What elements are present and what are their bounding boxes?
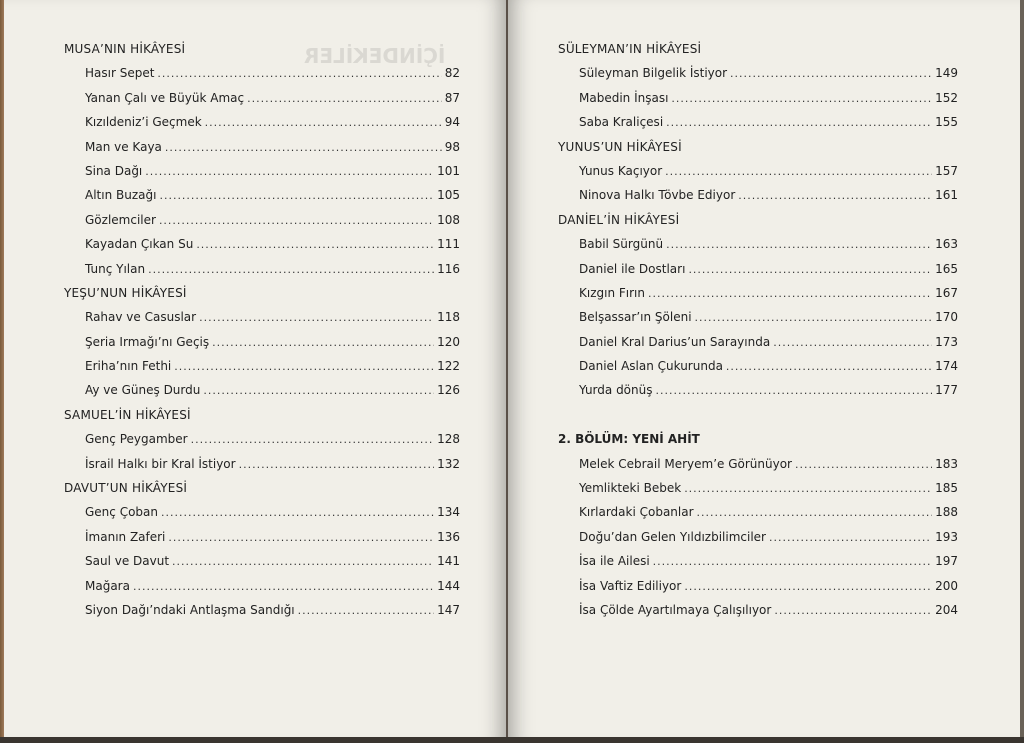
toc-page-number: 82	[444, 66, 460, 81]
toc-entry	[558, 335, 958, 359]
toc-page-number: 126	[437, 383, 460, 398]
toc-page-number: 197	[935, 554, 958, 569]
toc-page-number: 118	[437, 310, 460, 325]
right-page	[508, 0, 1020, 743]
toc-entry-title: Yemlikteki Bebek	[579, 481, 682, 496]
dot-leader	[174, 360, 434, 373]
toc-entry-title: Ninova Halkı Tövbe Ediyor	[579, 188, 736, 203]
dot-leader	[148, 263, 434, 276]
dot-leader	[168, 531, 434, 544]
toc-entry	[64, 213, 460, 237]
toc-page-number: 163	[935, 237, 958, 252]
toc-entry	[64, 310, 460, 334]
toc-page-number: 155	[935, 115, 958, 130]
toc-heading-title: 2. BÖLÜM: YENİ AHİT	[558, 432, 700, 447]
show-through-title: İÇİNDEKİLER	[304, 44, 446, 68]
toc-entry	[558, 188, 958, 212]
toc-section-heading	[64, 42, 460, 66]
toc-page-number: 167	[935, 285, 958, 300]
dot-leader	[697, 506, 933, 519]
toc-entry-title: Daniel Aslan Çukurunda	[579, 359, 723, 374]
dot-leader	[774, 604, 932, 617]
toc-entry-title: Kızgın Fırın	[579, 285, 645, 300]
dot-leader	[203, 384, 434, 397]
toc-entry-title: İsa Çölde Ayartılmaya Çalışılıyor	[579, 602, 772, 617]
toc-entry-title: Daniel Kral Darius’un Sarayında	[579, 334, 771, 349]
toc-heading-title: SAMUEL’İN HİKÂYESİ	[64, 407, 191, 422]
toc-section-heading	[558, 140, 958, 164]
toc-entry	[558, 262, 958, 286]
toc-entry-title: Kızıldeniz’i Geçmek	[85, 115, 202, 130]
toc-entry	[64, 237, 460, 261]
toc-page-number: 165	[935, 261, 958, 276]
dot-leader	[738, 189, 932, 202]
left-page	[4, 0, 506, 743]
dot-leader	[666, 238, 932, 251]
toc-entry	[558, 457, 958, 481]
toc-entry-title: Belşassar’ın Şöleni	[579, 310, 692, 325]
toc-part-heading	[558, 432, 958, 456]
toc-entry-title: Saba Kraliçesi	[579, 115, 664, 130]
toc-page-number: 200	[935, 578, 958, 593]
toc-entry	[64, 457, 460, 481]
toc-page-number: 174	[935, 359, 958, 374]
toc-entry	[558, 91, 958, 115]
toc-page-number: 144	[437, 578, 460, 593]
toc-entry	[558, 383, 958, 407]
toc-entry	[558, 481, 958, 505]
dot-leader	[656, 384, 933, 397]
toc-entry-title: Mağara	[85, 578, 130, 593]
dot-leader	[684, 482, 932, 495]
toc-list-right	[558, 42, 958, 627]
dot-leader	[298, 604, 434, 617]
toc-page-number: 122	[437, 359, 460, 374]
toc-heading-title: DANİEL’İN HİKÂYESİ	[558, 212, 680, 227]
dot-leader	[247, 92, 442, 105]
toc-entry-title: Mabedin İnşası	[579, 90, 669, 105]
toc-entry	[558, 579, 958, 603]
toc-section-heading	[558, 213, 958, 237]
toc-page-number: 116	[437, 261, 460, 276]
toc-entry-title: Doğu’dan Gelen Yıldızbilimciler	[579, 529, 766, 544]
dot-leader	[196, 238, 434, 251]
toc-list-left	[64, 42, 460, 627]
toc-page-number: 193	[935, 529, 958, 544]
toc-page-number: 98	[444, 139, 460, 154]
toc-page-number: 157	[935, 163, 958, 178]
toc-entry-title: Eriha’nın Fethi	[85, 359, 172, 374]
toc-entry-title: Gözlemciler	[85, 212, 156, 227]
dot-leader	[212, 336, 434, 349]
toc-section-heading	[64, 481, 460, 505]
toc-entry	[64, 91, 460, 115]
toc-entry-title: Man ve Kaya	[85, 139, 162, 154]
toc-entry-title: Siyon Dağı’ndaki Antlaşma Sandığı	[85, 602, 295, 617]
toc-entry	[64, 164, 460, 188]
toc-entry	[64, 432, 460, 456]
toc-entry-title: Kayadan Çıkan Su	[85, 237, 194, 252]
toc-page-number: 147	[437, 602, 460, 617]
toc-entry	[558, 603, 958, 627]
toc-entry-title: Yunus Kaçıyor	[579, 163, 663, 178]
toc-page-number: 188	[935, 505, 958, 520]
toc-page-number: 161	[935, 188, 958, 203]
toc-entry	[558, 115, 958, 139]
toc-heading-title: YEŞU’NUN HİKÂYESİ	[64, 285, 187, 300]
toc-entry	[558, 505, 958, 529]
dot-leader	[172, 555, 434, 568]
dot-leader	[157, 67, 441, 80]
toc-spacer	[558, 408, 958, 432]
toc-entry-title: Rahav ve Casuslar	[85, 310, 197, 325]
toc-entry-title: İsa ile Ailesi	[579, 554, 650, 569]
toc-entry-title: Yurda dönüş	[579, 383, 653, 398]
toc-entry	[64, 505, 460, 529]
toc-entry	[558, 310, 958, 334]
toc-entry-title: Melek Cebrail Meryem’e Görünüyor	[579, 456, 792, 471]
dot-leader	[769, 531, 932, 544]
toc-page-number: 101	[437, 163, 460, 178]
dot-leader	[145, 165, 434, 178]
toc-page-number: 136	[437, 529, 460, 544]
toc-entry-title: Altın Buzağı	[85, 188, 157, 203]
toc-page-number: 177	[935, 383, 958, 398]
toc-entry-title: İsrail Halkı bir Kral İstiyor	[85, 456, 236, 471]
toc-entry	[64, 140, 460, 164]
toc-heading-title: MUSA’NIN HİKÂYESİ	[64, 42, 186, 56]
dot-leader	[161, 506, 434, 519]
toc-entry	[558, 554, 958, 578]
dot-leader	[159, 189, 434, 202]
toc-entry	[64, 188, 460, 212]
toc-page-number: 132	[437, 456, 460, 471]
toc-page-number: 185	[935, 481, 958, 496]
toc-entry-title: Daniel ile Dostları	[579, 261, 686, 276]
toc-entry-title: Genç Çoban	[85, 505, 158, 520]
dot-leader	[199, 311, 434, 324]
dot-leader	[165, 141, 442, 154]
toc-entry-title: Saul ve Davut	[85, 554, 170, 569]
toc-page-number: 173	[935, 334, 958, 349]
toc-entry	[64, 530, 460, 554]
dot-leader	[695, 311, 933, 324]
toc-entry-title: Tunç Yılan	[85, 261, 146, 276]
dot-leader	[665, 165, 932, 178]
toc-entry	[64, 579, 460, 603]
toc-entry	[64, 554, 460, 578]
toc-entry-title: Genç Peygamber	[85, 432, 188, 447]
toc-entry-title: Kırlardaki Çobanlar	[579, 505, 694, 520]
toc-entry	[558, 359, 958, 383]
toc-page-number: 183	[935, 456, 958, 471]
toc-entry	[558, 66, 958, 90]
toc-heading-title: SÜLEYMAN’IN HİKÂYESİ	[558, 42, 702, 56]
toc-entry-title: Sina Dağı	[85, 163, 143, 178]
page-edge	[1020, 0, 1024, 743]
dot-leader	[191, 433, 435, 446]
toc-entry-title: Süleyman Bilgelik İstiyor	[579, 66, 728, 81]
toc-section-heading	[558, 42, 958, 66]
toc-entry	[558, 164, 958, 188]
toc-entry-title: Yanan Çalı ve Büyük Amaç	[85, 90, 245, 105]
toc-entry	[64, 115, 460, 139]
dot-leader	[730, 67, 932, 80]
toc-entry	[558, 286, 958, 310]
toc-page-number: 111	[437, 237, 460, 252]
dot-leader	[239, 458, 435, 471]
dot-leader	[159, 214, 434, 227]
dot-leader	[671, 92, 932, 105]
toc-entry	[64, 335, 460, 359]
toc-page-number: 105	[437, 188, 460, 203]
dot-leader	[684, 580, 932, 593]
dot-leader	[133, 580, 434, 593]
toc-entry	[64, 262, 460, 286]
toc-entry-title: Hasır Sepet	[85, 66, 155, 81]
toc-page-number: 94	[444, 115, 460, 130]
dot-leader	[648, 287, 932, 300]
toc-entry-title: İsa Vaftiz Ediliyor	[579, 578, 682, 593]
toc-entry	[558, 237, 958, 261]
toc-entry-title: Babil Sürgünü	[579, 237, 664, 252]
toc-heading-title: DAVUT’UN HİKÂYESİ	[64, 481, 188, 496]
dot-leader	[205, 116, 442, 129]
toc-entry-title: İmanın Zaferi	[85, 529, 166, 544]
book-bottom-edge	[0, 737, 1024, 743]
toc-section-heading	[64, 408, 460, 432]
toc-entry	[558, 530, 958, 554]
toc-page-number: 204	[935, 602, 958, 617]
dot-leader	[773, 336, 932, 349]
dot-leader	[688, 263, 932, 276]
toc-page-number: 134	[437, 505, 460, 520]
toc-page-number: 128	[437, 432, 460, 447]
toc-entry-title: Şeria Irmağı’nı Geçiş	[85, 334, 210, 349]
toc-page-number: 170	[935, 310, 958, 325]
toc-heading-title: YUNUS’UN HİKÂYESİ	[558, 139, 682, 154]
toc-page-number: 108	[437, 212, 460, 227]
toc-entry-title: Ay ve Güneş Durdu	[85, 383, 201, 398]
toc-entry	[64, 383, 460, 407]
toc-page-number: 87	[444, 90, 460, 105]
toc-section-heading	[64, 286, 460, 310]
dot-leader	[666, 116, 932, 129]
toc-entry	[64, 603, 460, 627]
toc-page-number: 152	[935, 90, 958, 105]
toc-page-number: 120	[437, 334, 460, 349]
dot-leader	[726, 360, 932, 373]
toc-page-number: 141	[437, 554, 460, 569]
toc-entry	[64, 66, 460, 90]
dot-leader	[653, 555, 932, 568]
toc-page-number: 149	[935, 66, 958, 81]
toc-entry	[64, 359, 460, 383]
dot-leader	[795, 458, 932, 471]
